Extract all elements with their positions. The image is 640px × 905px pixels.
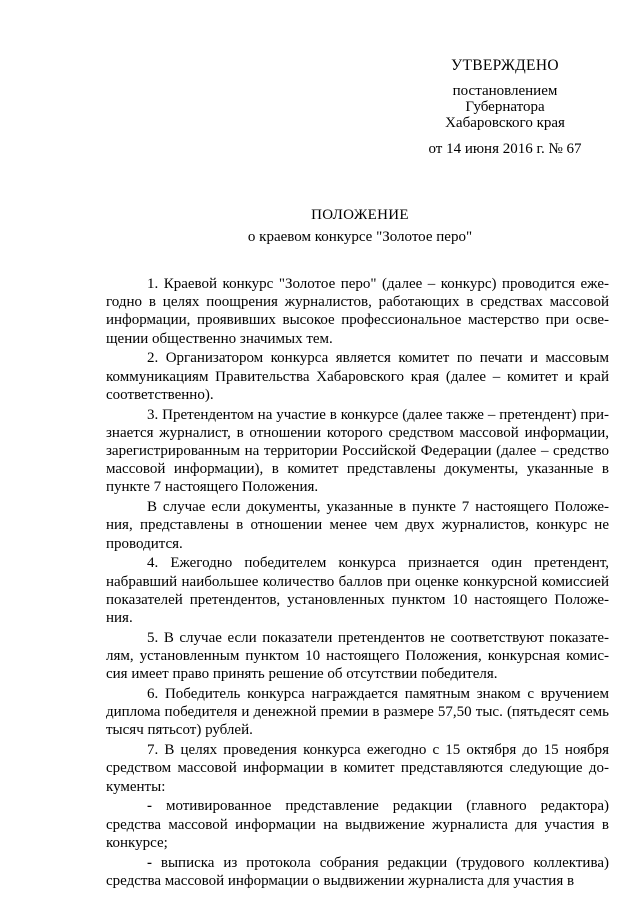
approval-date-line: от 14 июня 2016 г. № 67: [428, 141, 582, 157]
bullet-text: выписка из протокола собрания редакции (трудового коллектива) средства массовой информации о выдвижении журналиста для участия в: [106, 854, 609, 889]
paragraph-3-note: В случае если документы, указанные в пункте 7 настоящего Положения, представлены в отношении менее чем двух журналистов, конкурс не проводится.: [106, 499, 609, 552]
paragraph-6: 6. Победитель конкурса награждается памятным знаком с вручением диплома победителя и денежной премии в размере 57,50 тыс. (пятьдесят семь тысяч пятьсот) рублей.: [106, 686, 609, 739]
document-title: ПОЛОЖЕНИЕ: [311, 207, 409, 223]
approval-stamp: УТВЕРЖДЕНО: [451, 57, 559, 74]
approval-line-region: Хабаровского края: [445, 115, 565, 131]
paragraph-3: 3. Претендентом на участие в конкурсе (далее также – претендент) признается журналист, в отношении которого средством массовой информации, зарегистрированным на территории Российской Федерации (далее – средство массовой информации), в комитет представлены документы, указанные в пункте 7 настоящего Положения.: [106, 406, 609, 496]
paragraph-5: 5. В случае если показатели претендентов не соответствуют показателям, установленным пунктом 10 настоящего Положения, конкурсная комиссия имеет право принять решение об отсутствии победителя.: [106, 629, 609, 683]
bullet-mark: -: [147, 798, 152, 815]
document-title-block: [100, 204, 620, 248]
bullet-text: мотивированное представление редакции (главного редактора) средства массовой информации на выдвижение журналиста для участия в конкурсе;: [106, 798, 609, 851]
paragraph-2: 2. Организатором конкурса является комитет по печати и массовым коммуникациям Правительства Хабаровского края (далее – комитет и край соответственно).: [106, 350, 609, 403]
paragraph-7: 7. В целях проведения конкурса ежегодно с 15 октября до 15 ноября средством массовой информации в комитет представляются следующие документы:: [106, 742, 609, 795]
approval-line-decree: постановлением: [452, 83, 558, 99]
approval-stamp-block: [420, 58, 590, 157]
approval-line-governor: Губернатора: [465, 99, 545, 115]
document-subtitle: о краевом конкурсе "Золотое перо": [247, 229, 473, 245]
paragraph-4: 4. Ежегодно победителем конкурса признается один претендент, набравший наибольшее количество баллов при оценке конкурсной комиссией показателей претендентов, установленных пунктом 10 настоящего Положения.: [106, 555, 609, 627]
paragraph-1: 1. Краевой конкурс "Золотое перо" (далее – конкурс) проводится ежегодно в целях поощрения журналистов, работающих в средствах массовой информации, проявивших высокое профессиональное мастерство при освещении общественно значимых тем.: [106, 276, 609, 347]
bullet-item: [106, 854, 609, 890]
document-body: [106, 275, 609, 892]
bullet-mark: -: [147, 854, 152, 871]
bullet-item: [106, 797, 609, 852]
